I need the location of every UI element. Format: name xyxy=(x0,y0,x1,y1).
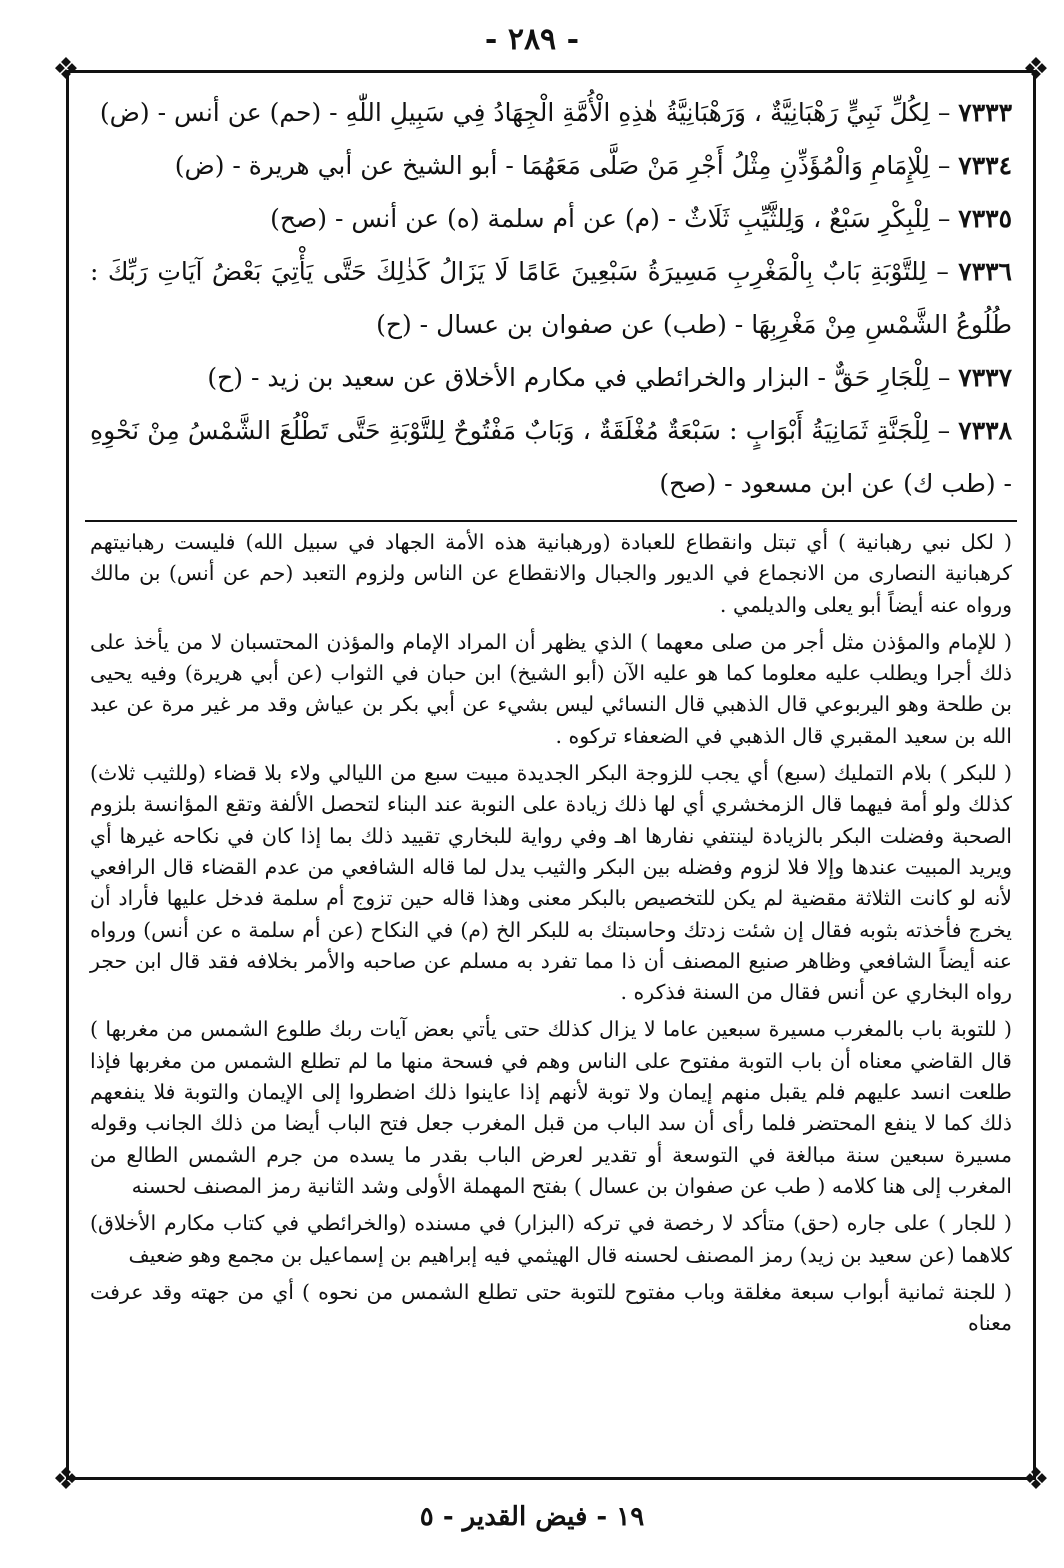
section-divider xyxy=(85,520,1017,522)
hadith-item: ٧٣٣٨ – لِلْجَنَّةِ ثَمَانِيَةُ أَبْوَابٍ : سَبْعَةٌ مُغْلَقَةٌ ، وَبَابٌ مَفْتُوحٌ لِلتَّوْبَةِ حَتَّى تَطْلُعَ الشَّمْسُ مِنْ نَحْوِهِ - (طب ك) عن ابن مسعود - (صح) xyxy=(90,416,1012,498)
page-footer: ١٩ - فيض القدير - ٥ xyxy=(419,1502,645,1532)
corner-ornament-top-right: ❖ xyxy=(1022,52,1050,87)
hadith-list xyxy=(90,86,1012,510)
commentary-paragraph: ( للجنة ثمانية أبواب سبعة مغلقة وباب مفتوح للتوبة حتى تطلع الشمس من نحوه ) أي من جهته وقد عرفت معناه xyxy=(90,1279,1012,1336)
corner-ornament-bottom-left: ❖ xyxy=(52,1462,80,1497)
hadith-item: ٧٣٣٣ – لِكُلِّ نَبِيٍّ رَهْبَانِيَّةٌ ، وَرَهْبَانِيَّةُ هٰذِهِ الْأُمَّةِ الْجِهَادُ فِي سَبِيلِ اللّٰهِ - (حم) عن أنس - (ض) xyxy=(99,98,1012,127)
corner-ornament-top-left: ❖ xyxy=(52,52,80,87)
hadith-item: ٧٣٣٤ – لِلْإِمَامِ وَالْمُؤَذِّنِ مِثْلُ أَجْرِ مَنْ صَلَّى مَعَهُمَا - أبو الشيخ عن أبي هريرة - (ض) xyxy=(174,151,1012,180)
page-number: - ٢٨٩ - xyxy=(484,22,580,57)
hadith-text: لِلتَّوْبَةِ بَابٌ بِالْمَغْرِبِ مَسِيرَةُ سَبْعِينَ عَامًا لَا يَزَالُ كَذٰلِكَ حَتَّى يَأْتِيَ بَعْضُ آيَاتِ رَبِّكَ : طُلُوعُ الشَّمْسِ مِنْ مَغْرِبِهَا - (طب) عن صفوان بن عسال - (ح) xyxy=(90,257,1012,339)
corner-ornament-bottom-right: ❖ xyxy=(1022,1462,1050,1497)
hadith-item: ٧٣٣٦ – لِلتَّوْبَةِ بَابٌ بِالْمَغْرِبِ مَسِيرَةُ سَبْعِينَ عَامًا لَا يَزَالُ كَذٰلِكَ حَتَّى يَأْتِيَ بَعْضُ آيَاتِ رَبِّكَ : طُلُوعُ الشَّمْسِ مِنْ مَغْرِبِهَا - (طب) عن صفوان بن عسال - (ح) xyxy=(90,257,1012,339)
hadith-number: ٧٣٣٧ xyxy=(958,363,1012,392)
hadith-item: ٧٣٣٥ – لِلْبِكْرِ سَبْعٌ ، وَلِلثَّيِّبِ ثَلَاثٌ - (م) عن أم سلمة (ه) عن أنس - (صح) xyxy=(270,204,1012,233)
hadith-number: ٧٣٣٥ xyxy=(958,204,1012,233)
commentary-paragraph: ( للجار ) على جاره (حق) متأكد لا رخصة في تركه (البزار) في مسنده (والخرائطي في كتاب مكارم الأخلاق) كلاهما (عن سعيد بن زيد) رمز المصنف لحسنه قال الهيثمي فيه إبراهيم بن إسماعيل بن مجمع وهو ضعيف xyxy=(90,1211,1012,1267)
hadith-number: ٧٣٣٦ xyxy=(958,257,1012,286)
hadith-text: لِلْجَارِ حَقٌّ - البزار والخرائطي في مكارم الأخلاق عن سعيد بن زيد - (ح) xyxy=(207,363,930,392)
commentary-section xyxy=(90,527,1012,1345)
hadith-text: لِلْبِكْرِ سَبْعٌ ، وَلِلثَّيِّبِ ثَلَاثٌ - (م) عن أم سلمة (ه) عن أنس - (صح) xyxy=(270,204,930,233)
hadith-number: ٧٣٣٨ xyxy=(958,416,1012,445)
hadith-item: ٧٣٣٧ – لِلْجَارِ حَقٌّ - البزار والخرائطي في مكارم الأخلاق عن سعيد بن زيد - (ح) xyxy=(207,363,1012,392)
hadith-text: لِلْجَنَّةِ ثَمَانِيَةُ أَبْوَابٍ : سَبْعَةٌ مُغْلَقَةٌ ، وَبَابٌ مَفْتُوحٌ لِلتَّوْبَةِ حَتَّى تَطْلُعَ الشَّمْسُ مِنْ نَحْوِهِ - (طب ك) عن ابن مسعود - (صح) xyxy=(90,416,1012,498)
hadith-number: ٧٣٣٣ xyxy=(958,98,1012,127)
hadith-text: لِكُلِّ نَبِيٍّ رَهْبَانِيَّةٌ ، وَرَهْبَانِيَّةُ هٰذِهِ الْأُمَّةِ الْجِهَادُ فِي سَبِيلِ اللّٰهِ - (حم) عن أنس - (ض) xyxy=(99,98,930,127)
hadith-text: لِلْإِمَامِ وَالْمُؤَذِّنِ مِثْلُ أَجْرِ مَنْ صَلَّى مَعَهُمَا - أبو الشيخ عن أبي هريرة - (ض) xyxy=(174,151,930,180)
hadith-number: ٧٣٣٤ xyxy=(958,151,1012,180)
commentary-paragraph: ( للبكر ) بلام التمليك (سبع) أي يجب للزوجة البكر الجديدة مبيت سبع من الليالي ولاء بلا قضاء (وللثيب ثلاث) كذلك ولو أمة فيهما قال الزمخشري أي لها ذلك زيادة على النوبة عند البناء لتحصل الألفة وتقع المؤانسة بلزوم الصحبة وفضلت البكر بالزيادة لينتفي نفارها اهـ وفي رواية للبخاري تقييد ذلك بما إذا كان في نكاحه غيرها أي ويريد المبيت عندها وإلا فلا لزوم وفضله بين البكر والثيب يدل لما قاله الشافعي من عدم القضاء قال الرافعي لأنه لو كانت الثلاثة مقضية لم يكن للتخصيص بالبكر معنى وهذا قاله حين تزوج أم سلمة فدخل عليها فأراد أن يخرج فأخذته بثوبه فقال إن شئت زدتك وحاسبتك به للبكر الخ (م) في النكاح (عن أم سلمة ه عن أنس) ورواه عنه أيضاً الشافعي وظاهر صنيع المصنف أن ذا مما تفرد به مسلم عن صاحبه والأمر بخلافه فقد قال ابن حجر رواه البخاري عن أنس فقال من السنة فذكره . xyxy=(90,761,1012,1005)
commentary-paragraph: ( لكل نبي رهبانية ) أي تبتل وانقطاع للعبادة (ورهبانية هذه الأمة الجهاد في سبيل الله) فليست رهبانيتهم كرهبانية النصارى من الانجماع في الديور والجبال والانقطاع عن الناس ولزوم التعبد (حم عن أنس) بن مالك ورواه عنه أيضاً أبو يعلى والديلمي . xyxy=(90,530,1012,617)
commentary-paragraph: ( للتوبة باب بالمغرب مسيرة سبعين عاما لا يزال كذلك حتى يأتي بعض آيات ربك طلوع الشمس من مغربها ) قال القاضي معناه أن باب التوبة مفتوح على الناس وهم في فسحة منها ما لم تطلع الشمس من مغربها فإذا طلعت انسد عليهم فلم يقبل منهم إيمان ولا توبة لأنهم إذا عاينوا ذلك اضطروا إلى الإيمان والتوبة فلا ينفعهم ذلك كما لا ينفع المحتضر فلما رأى أن سد الباب من قبل المغرب جعل فتح الباب أيضا من ذلك الجانب وقوله مسيرة سبعين سنة مبالغة في التوسعة أو تقدير لعرض الباب بقدر ما يسده من جرم الشمس الطالع من المغرب إلى هنا كلامه ( طب عن صفوان بن عسال ) بفتح المهملة الأولى وشد الثانية رمز المصنف لحسنه xyxy=(90,1017,1012,1198)
commentary-paragraph: ( للإمام والمؤذن مثل أجر من صلى معهما ) الذي يظهر أن المراد الإمام والمؤذن المحتسبان لا من يأخذ على ذلك أجرا ويطلب عليه معلوما كما هو عليه الآن (أبو الشيخ) ابن حبان في الثواب (عن أبي هريرة) وفيه يحيى بن طلحة وهو اليربوعي قال الذهبي قال النسائي ليس بشيء عن أبي بكر بن عياش وقد مر غير مرة عن عبد الله بن سعيد المقبري قال الذهبي في الضعفاء تركوه . xyxy=(90,629,1012,748)
